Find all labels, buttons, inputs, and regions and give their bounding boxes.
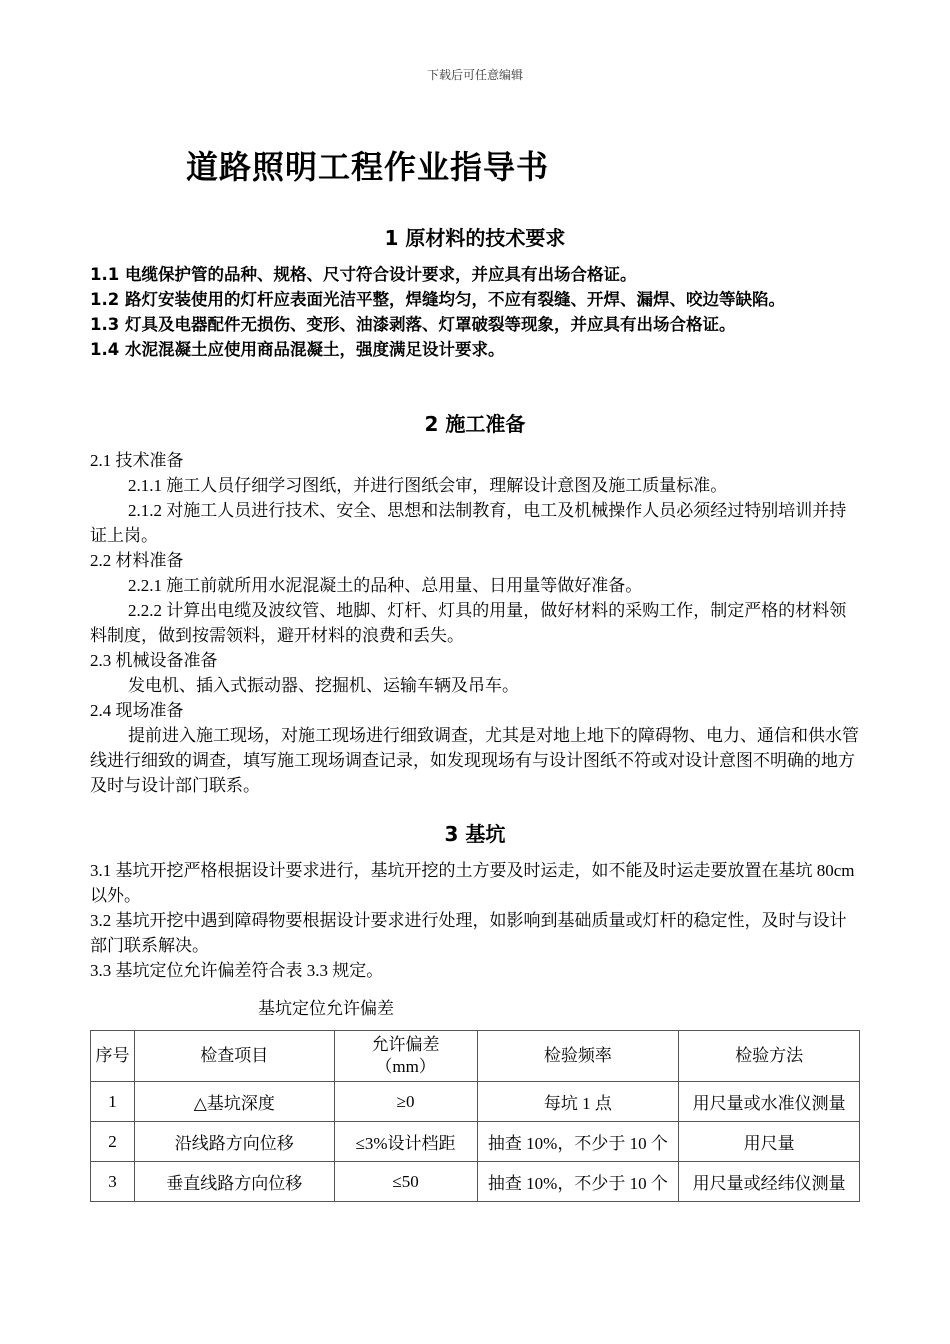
table-cell: ≤3%设计档距	[334, 1122, 477, 1162]
header-tolerance-label: 允许偏差	[371, 1035, 440, 1054]
paragraph-1-1: 1.1 电缆保护管的品种、规格、尺寸符合设计要求，并应具有出场合格证。	[90, 265, 637, 284]
header-tolerance-unit: （mm）	[375, 1057, 436, 1076]
table-header-row	[91, 1031, 860, 1082]
table-cell: 垂直线路方向位移	[134, 1162, 334, 1202]
header-item: 检查项目	[134, 1031, 334, 1082]
paragraph-3-3: 3.3 基坑定位允许偏差符合表 3.3 规定。	[90, 961, 384, 980]
table-cell: ≤50	[334, 1162, 477, 1202]
table-cell: 用尺量	[679, 1122, 860, 1162]
table-caption: 基坑定位允许偏差	[258, 999, 394, 1018]
table-cell: 抽查 10%，不少于 10 个	[477, 1122, 679, 1162]
paragraph-2-2-1: 2.2.1 施工前就所用水泥混凝土的品种、总用量、日用量等做好准备。	[128, 576, 643, 595]
paragraph-3-2: 3.2 基坑开挖中遇到障碍物要根据设计要求进行处理，如影响到基础质量或灯杆的稳定性，及时与设计部门联系解决。	[90, 911, 847, 955]
subheading-2-1: 2.1 技术准备	[90, 451, 184, 470]
section-1-body	[90, 262, 860, 362]
table-cell: ≥0	[334, 1082, 477, 1122]
subheading-2-4: 2.4 现场准备	[90, 701, 184, 720]
table-row	[91, 1162, 860, 1202]
paragraph-1-4: 1.4 水泥混凝土应使用商品混凝土，强度满足设计要求。	[90, 340, 505, 359]
paragraph-2-1-2: 2.1.2 对施工人员进行技术、安全、思想和法制教育，电工及机械操作人员必须经过特别培训并持证上岗。	[90, 501, 847, 545]
table-cell: 用尺量或水准仪测量	[679, 1082, 860, 1122]
tolerance-table	[90, 1030, 860, 1202]
section-2-heading: 2 施工准备	[424, 412, 526, 436]
table-cell: 3	[91, 1162, 135, 1202]
paragraph-1-3: 1.3 灯具及电器配件无损伤、变形、油漆剥落、灯罩破裂等现象，并应具有出场合格证。	[90, 315, 736, 334]
table-row	[91, 1122, 860, 1162]
subheading-2-3: 2.3 机械设备准备	[90, 651, 218, 670]
table-cell: 1	[91, 1082, 135, 1122]
paragraph-2-1-1: 2.1.1 施工人员仔细学习图纸，并进行图纸会审，理解设计意图及施工质量标准。	[128, 476, 728, 495]
paragraph-1-2: 1.2 路灯安装使用的灯杆应表面光洁平整，焊缝均匀，不应有裂缝、开焊、漏焊、咬边等缺陷。	[90, 290, 785, 309]
table-cell: 抽查 10%，不少于 10 个	[477, 1162, 679, 1202]
header-note: 下载后可任意编辑	[426, 68, 523, 82]
header-index: 序号	[91, 1031, 135, 1082]
header-tolerance	[334, 1031, 477, 1082]
paragraph-2-2-2: 2.2.2 计算出电缆及波纹管、地脚、灯杆、灯具的用量，做好材料的采购工作，制定严格的材料领料制度，做到按需领料，避开材料的浪费和丢失。	[90, 601, 847, 645]
table-cell: 每坑 1 点	[477, 1082, 679, 1122]
section-1-heading: 1 原材料的技术要求	[384, 226, 566, 250]
table-cell: 用尺量或经纬仪测量	[679, 1162, 860, 1202]
section-3-heading: 3 基坑	[444, 822, 506, 846]
table-cell: 沿线路方向位移	[134, 1122, 334, 1162]
header-method: 检验方法	[679, 1031, 860, 1082]
document-title: 道路照明工程作业指导书	[186, 148, 550, 186]
table-cell: △基坑深度	[134, 1082, 334, 1122]
paragraph-3-1: 3.1 基坑开挖严格根据设计要求进行，基坑开挖的土方要及时运走，如不能及时运走要放置在基坑 80cm 以外。	[90, 861, 855, 905]
table-cell: 2	[91, 1122, 135, 1162]
table-row	[91, 1082, 860, 1122]
section-2-body	[90, 448, 860, 798]
paragraph-2-3: 发电机、插入式振动器、挖掘机、运输车辆及吊车。	[128, 676, 519, 695]
section-3-body	[90, 858, 860, 983]
header-frequency: 检验频率	[477, 1031, 679, 1082]
subheading-2-2: 2.2 材料准备	[90, 551, 184, 570]
paragraph-2-4: 提前进入施工现场，对施工现场进行细致调查，尤其是对地上地下的障碍物、电力、通信和供水管线进行细致的调查，填写施工现场调查记录，如发现现场有与设计图纸不符或对设计意图不明确的地方及时与设计部门联系。	[90, 726, 859, 795]
